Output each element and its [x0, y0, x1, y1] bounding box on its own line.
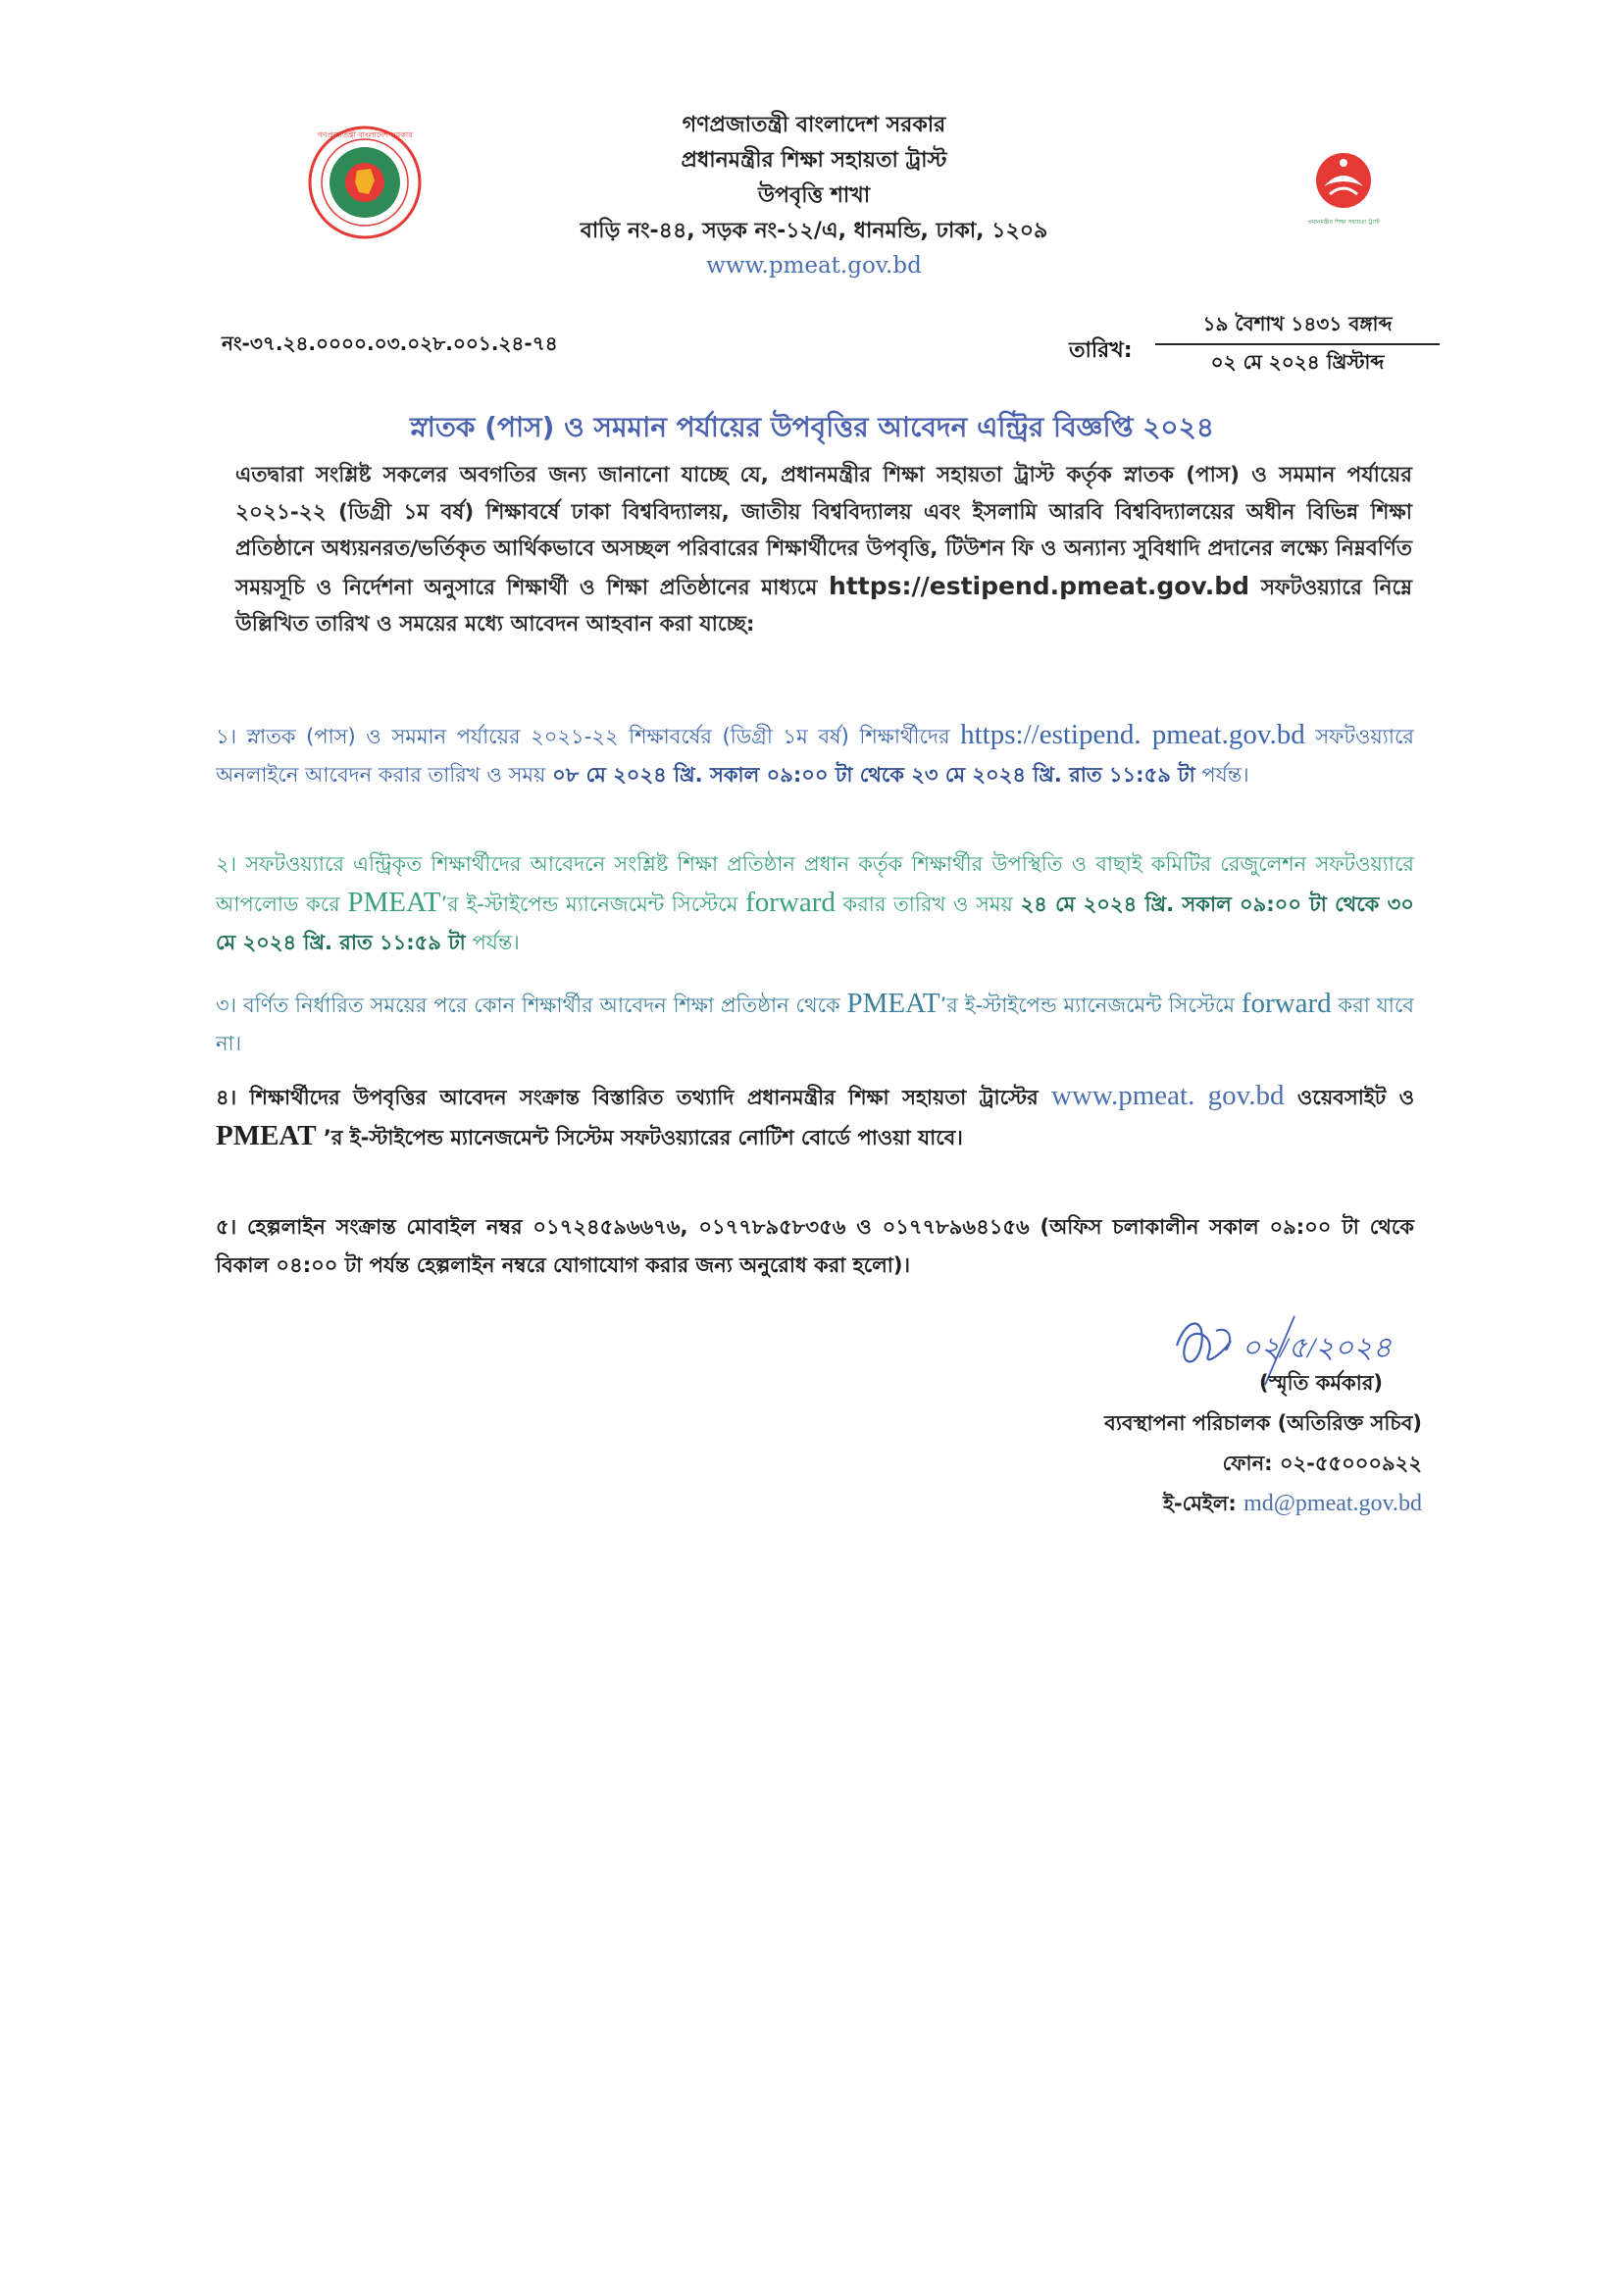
seal-text: গণপ্রজাতন্ত্রী বাংলাদেশ সরকার: [317, 130, 413, 139]
instruction-item-3: [216, 985, 1414, 1063]
item-text: বর্ণিত নির্ধারিত সময়ের পরে কোন শিক্ষার্থীর আবেদন শিক্ষা প্রতিষ্ঠান থেকে: [243, 994, 840, 1017]
item-text: হেল্পলাইন সংক্রান্ত মোবাইল নম্বর ০১৭২৪৫৯৬৬৭৬, ০১৭৭৮৯৫৮৩৫৬ ও ০১৭৭৮৯৬৪১৫৬ (অফিস চলাকালীন সকাল ০৯:০০ টা থেকে বিকাল ০৪:০০ টা পর্যন্ত হেল্পলাইন নম্বরে যোগাযোগ করার জন্য অনুরোধ করা হলো)।: [216, 1215, 1415, 1277]
instruction-item-2: [216, 845, 1414, 962]
pmeat-label: PMEAT: [216, 1120, 317, 1151]
item-text: পর্যন্ত।: [1201, 763, 1249, 787]
govt-name: গণপ্রজাতন্ত্রী বাংলাদেশ সরকার: [682, 113, 946, 137]
email-link[interactable]: md@pmeat.gov.bd: [1243, 1491, 1422, 1516]
signatory-name: (স্মৃতি কর্মকার): [1259, 1371, 1383, 1395]
item-text: সফটওয়্যারে এন্ট্রিকৃত শিক্ষার্থীদের আবেদনে সংশ্লিষ্ট শিক্ষা প্রতিষ্ঠান প্রধান কর্তৃক শিক্ষার্থীর উপস্থিতি ও বাছাই কমিটির রেজুলেশন সফটওয়্যারে আপলোড করে: [216, 852, 1414, 916]
logo-text: প্রধানমন্ত্রীর শিক্ষা সহায়তা ট্রাস্ট: [1307, 219, 1380, 226]
item-text: করা যাবে না।: [216, 994, 1414, 1055]
signature-date: ০২/৫/২০২৪: [1242, 1332, 1393, 1364]
forward-period: ২৪ মে ২০২৪ খ্রি. সকাল ০৯:০০ টা থেকে ৩০ মে ২০২৪ খ্রি. রাত ১১:৫৯ টা: [216, 892, 1414, 954]
signatory-block: [1010, 1363, 1422, 1524]
notice-title: স্নাতক (পাস) ও সমমান পর্যায়ের উপবৃত্তির আবেদন এন্ট্রির বিজ্ঞপ্তি ২০২৪: [409, 411, 1215, 443]
intro-text-b: সফটওয়্যারে নিম্নে উল্লিখিত তারিখ ও সময়ের মধ্যে আবেদন আহবান করা যাচ্ছে:: [235, 575, 1412, 637]
phone-line: [1010, 1444, 1422, 1484]
website-link[interactable]: www.pmeat. gov.bd: [1051, 1080, 1285, 1111]
instruction-item-5: [216, 1208, 1414, 1285]
email-line: [1010, 1484, 1422, 1524]
government-seal-icon: [306, 124, 424, 241]
estipend-url[interactable]: https://estipend. pmeat.gov.bd: [960, 719, 1305, 750]
item-text: স্নাতক (পাস) ও সমমান পর্যায়ের ২০২১-২২ শিক্ষাবর্ষের (ডিগ্রী ১ম বর্ষ) শিক্ষার্থীদের: [246, 725, 950, 748]
instruction-item-1: [216, 716, 1414, 794]
date-label: তারিখ:: [1069, 338, 1133, 363]
date-bangla: ১৯ বৈশাখ ১৪৩১ বঙ্গাব্দ: [1155, 308, 1440, 345]
pmeat-label: PMEAT: [846, 988, 940, 1019]
address: বাড়ি নং-৪৪, সড়ক নং-১২/এ, ধানমন্ডি, ঢাকা, ১২০৯: [580, 219, 1048, 243]
item-text: ’র ই-স্টাইপেন্ড ম্যানেজমেন্ট সিস্টেমে: [939, 994, 1236, 1017]
intro-paragraph: [235, 457, 1412, 643]
date-block: [1155, 308, 1440, 379]
item-number: ৫।: [216, 1215, 237, 1239]
item-text: ’র ই-স্টাইপেন্ড ম্যানেজমেন্ট সিস্টেম সফটওয়্যারের নোটিশ বোর্ডে পাওয়া যাবে।: [323, 1126, 963, 1149]
estipend-url[interactable]: https://estipend.pmeat.gov.bd: [829, 571, 1249, 600]
item-text: পর্যন্ত।: [472, 931, 520, 954]
letterhead: [549, 108, 1079, 282]
forward-label: forward: [1241, 988, 1332, 1019]
item-number: ৪।: [216, 1086, 237, 1109]
item-text: সফটওয়্যারে অনলাইনে আবেদন করার তারিখ ও সময়: [216, 725, 1414, 787]
memo-number: নং-৩৭.২৪.০০০০.০৩.০২৮.০০১.২৪-৭৪: [222, 331, 558, 355]
branch-name: উপবৃত্তি শাখা: [757, 183, 871, 208]
phone-label: ফোন:: [1222, 1452, 1273, 1475]
item-number: ৩।: [216, 994, 237, 1017]
trust-logo-icon: [1304, 147, 1383, 235]
item-text: ’র ই-স্টাইপেন্ড ম্যানেজমেন্ট সিস্টেমে: [440, 892, 738, 916]
signatory-designation: ব্যবস্থাপনা পরিচালক (অতিরিক্ত সচিব): [1104, 1411, 1422, 1435]
item-text: ওয়েবসাইট ও: [1296, 1086, 1415, 1109]
forward-label: forward: [745, 887, 836, 918]
date-english: ০২ মে ২০২৪ খ্রিস্টাব্দ: [1210, 350, 1385, 374]
item-number: ২।: [216, 852, 237, 876]
item-number: ১।: [216, 725, 237, 748]
intro-text-a: এতদ্বারা সংশ্লিষ্ট সকলের অবগতির জন্য জানানো যাচ্ছে যে, প্রধানমন্ত্রীর শিক্ষা সহায়তা ট্রাস্ট কর্তৃক স্নাতক (পাস) ও সমমান পর্যায়ের ২০২১-২২ (ডিগ্রী ১ম বর্ষ) শিক্ষাবর্ষে ঢাকা বিশ্ববিদ্যালয়, জাতীয় বিশ্ববিদ্যালয় এবং ইসলামি আরবি বিশ্ববিদ্যালয়ের অধীন বিভিন্ন শিক্ষা প্রতিষ্ঠানে অধ্যয়নরত/ভর্তিকৃত আর্থিকভাবে অসচ্ছল পরিবারের শিক্ষার্থীদের উপবৃত্তি, টিউশন ফি ও অন্যান্য সুবিধাদি প্রদানের লক্ষ্যে নিম্নবর্ণিত সময়সূচি ও নির্দেশনা অনুসারে শিক্ষার্থী ও শিক্ষা প্রতিষ্ঠানের মাধ্যমে: [235, 463, 1412, 600]
email-label: ই-মেইল:: [1163, 1492, 1237, 1515]
instruction-item-4: [216, 1077, 1414, 1157]
website-link[interactable]: www.pmeat.gov.bd: [706, 253, 922, 279]
trust-name: প্রধানমন্ত্রীর শিক্ষা সহায়তা ট্রাস্ট: [681, 148, 947, 173]
application-period: ০৮ মে ২০২৪ খ্রি. সকাল ০৯:০০ টা থেকে ২৩ মে ২০২৪ খ্রি. রাত ১১:৫৯ টা: [552, 763, 1195, 787]
item-text: শিক্ষার্থীদের উপবৃত্তির আবেদন সংক্রান্ত বিস্তারিত তথ্যাদি প্রধানমন্ত্রীর শিক্ষা সহায়তা ট্রাস্টের: [249, 1086, 1039, 1109]
item-text: করার তারিখ ও সময়: [842, 892, 1013, 916]
pmeat-label: PMEAT: [347, 887, 441, 918]
phone-number: ০২-৫৫০০০৯২২: [1279, 1452, 1422, 1475]
